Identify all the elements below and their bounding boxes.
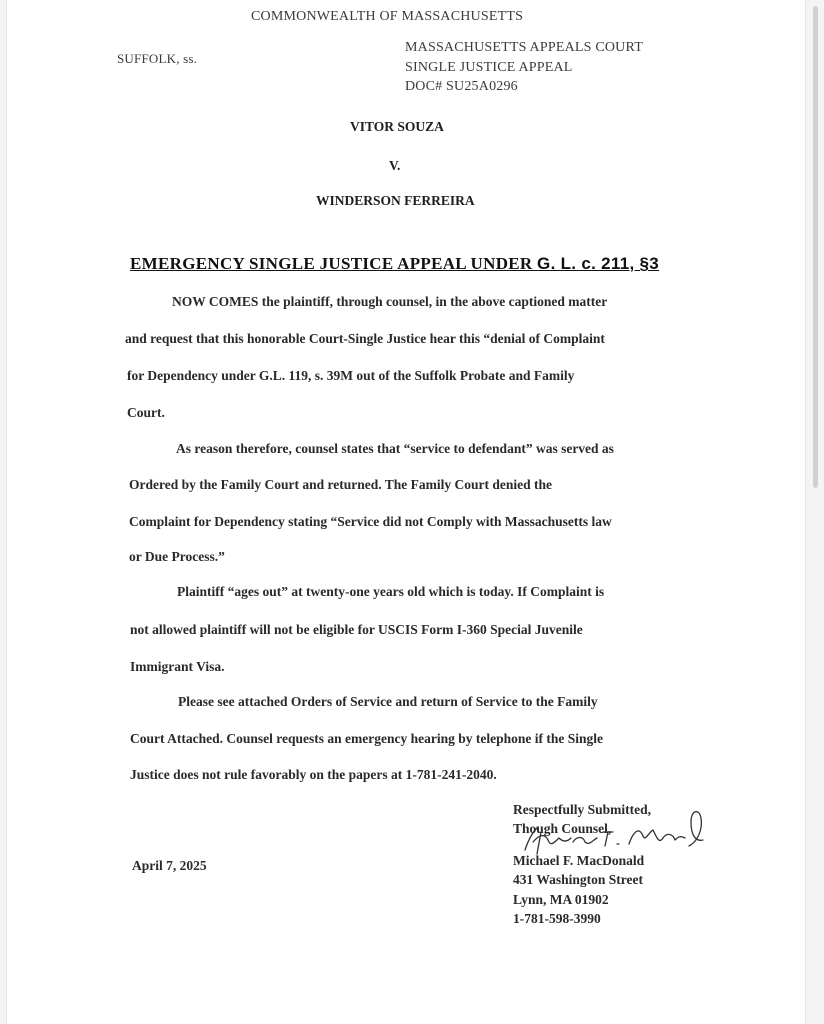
closing-line: Respectfully Submitted,: [513, 802, 651, 817]
appeal-type: SINGLE JUSTICE APPEAL: [405, 60, 573, 75]
body-line: Court Attached. Counsel requests an emergency hearing by telephone if the Single: [130, 731, 603, 746]
scrollbar-track[interactable]: [810, 0, 824, 1024]
commonwealth-heading: COMMONWEALTH OF MASSACHUSETTS: [251, 9, 524, 24]
body-line: Complaint for Dependency stating “Service did not Comply with Massachusetts law: [129, 514, 612, 529]
body-line: Immigrant Visa.: [130, 659, 225, 674]
body-line: for Dependency under G.L. 119, s. 39M out of the Suffolk Probate and Family: [127, 368, 575, 383]
document-page: [6, 0, 806, 1024]
body-line: Ordered by the Family Court and returned. The Family Court denied the: [129, 477, 552, 492]
defendant-name: WINDERSON FERREIRA: [316, 193, 475, 208]
versus-label: V.: [389, 158, 401, 173]
docket-number: DOC# SU25A0296: [405, 79, 518, 94]
body-line: Plaintiff “ages out” at twenty-one years old which is today. If Complaint is: [177, 584, 605, 599]
body-line: NOW COMES the plaintiff, through counsel, in the above captioned matter: [172, 294, 608, 309]
body-line: or Due Process.”: [129, 549, 225, 564]
plaintiff-name: VITOR SOUZA: [350, 119, 444, 134]
attorney-address: 431 Washington Street: [513, 872, 644, 887]
title-main: EMERGENCY SINGLE JUSTICE APPEAL UNDER: [130, 254, 538, 273]
statute-citation: G. L. c. 211, §3: [537, 254, 660, 273]
attorney-name: Michael F. MacDonald: [513, 853, 645, 868]
body-line: Justice does not rule favorably on the papers at 1-781-241-2040.: [130, 767, 497, 782]
attorney-phone: 1-781-598-3990: [513, 911, 601, 926]
attorney-city: Lynn, MA 01902: [513, 892, 609, 907]
body-line: Court.: [127, 405, 165, 420]
body-line: As reason therefore, counsel states that “service to defendant” was served as: [176, 441, 614, 456]
court-name: MASSACHUSETTS APPEALS COURT: [405, 40, 643, 55]
document-title: [130, 254, 659, 274]
county-label: SUFFOLK, ss.: [117, 51, 198, 66]
body-line: and request that this honorable Court-Single Justice hear this “denial of Complaint: [125, 331, 605, 346]
scrollbar-thumb[interactable]: [813, 6, 818, 488]
body-line: not allowed plaintiff will not be eligible for USCIS Form I-360 Special Juvenile: [130, 622, 583, 637]
body-line: Please see attached Orders of Service and return of Service to the Family: [178, 694, 598, 709]
closing-line: Though Counsel,: [513, 821, 612, 836]
filing-date: April 7, 2025: [132, 858, 207, 873]
